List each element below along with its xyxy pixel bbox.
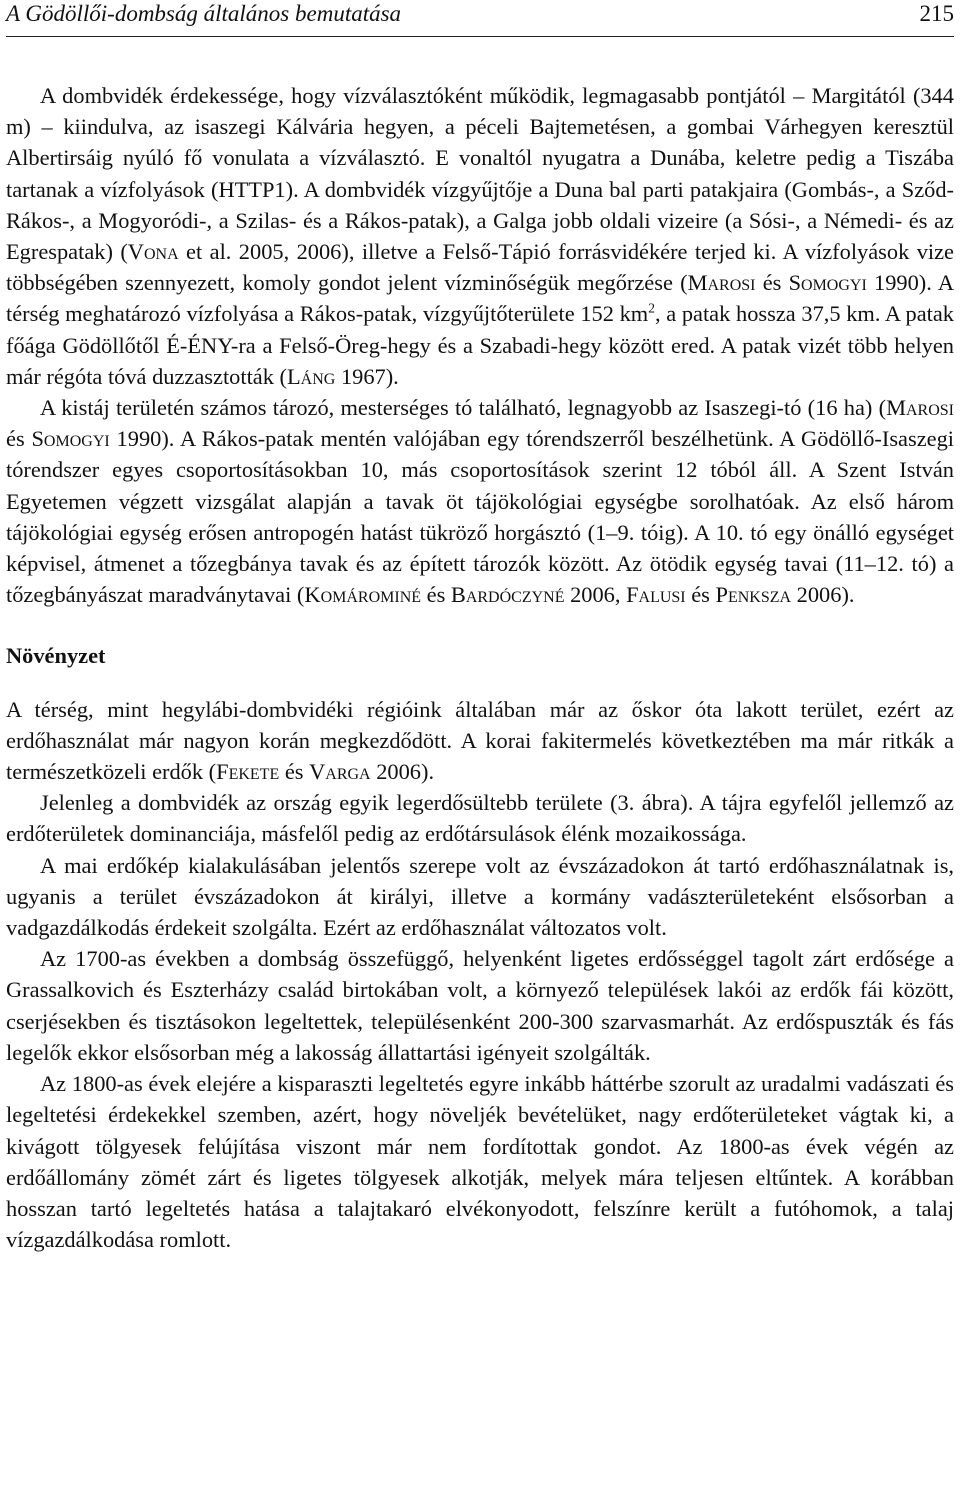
paragraph-forest-cover: Jelenleg a dombvidék az ország egyik legerdősültebb területe (3. ábra). A tájra egyfelől jellemző az erdőterületek dominanciája, másfelől pedig az erdőtársulások élénk mozaikossága. [6,790,954,847]
citation-author: Bardóczyné [450,582,565,608]
citation-author: Marosi [886,395,954,421]
citation-author: HTTP1 [218,176,286,202]
paragraph-lakes: A kistáj területén számos tározó, mesterséges tó található, legnagyobb az Isaszegi-tó (16 ha) (Marosi és Somogyi 1990). A Rákos-patak mentén valójában egy tórendszerről beszélhetünk. A Gödöllő-Isaszegi tórendszer egyes csoportosításokban 10, más csoportosítások szerint 12 tóból áll. A Szent István Egyetemen végzett vizsgálat alapján a tavak öt tájökológiai egységbe sorolhatóak. Az első három tájökológiai egység erősen antropogén hatást tükröző horgásztó (1–9. tóig). A 10. tó egy önálló egységet képvisel, átmenet a tőzegbánya tavak és az épített tározók között. Az ötödik egység tavai (11–12. tó) a tőzegbányászat maradványtavai (Komárominé és Bardóczyné 2006, Falusi és Penksza 2006). [6,395,954,608]
page-body [6,80,954,1255]
citation-author: Vona [127,239,179,265]
paragraph-vegetation-intro: A térség, mint hegylábi-dombvidéki régióink általában már az őskor óta lakott terület, ezért az erdőhasználat már nagyon korán megkezdődött. A korai fakitermelés következtében ma már ritkák a természetközeli erdők (Fekete és Varga 2006). [6,696,954,785]
running-title: A Gödöllői-dombság általános bemutatása [6,1,402,26]
citation-author: Varga [309,759,371,785]
citation-author: Láng [287,363,336,389]
section-heading: Növényzet [6,643,106,669]
citation-author: Komárominé [304,582,422,608]
running-header [6,0,954,37]
citation-author: Penksza [715,582,792,608]
paragraph-forest-history: A mai erdőkép kialakulásában jelentős szerepe volt az évszázadokon át tartó erdőhasználatnak is, ugyanis a terület évszázadokon át királyi, illetve a kormány vadászterületeként elsősorban a vadgazdálkodás érdekeit szolgálta. Ezért az erdőhasználat változatos volt. [6,852,954,941]
citation-author: Falusi [626,582,686,608]
citation-author: Somogyi [31,426,110,452]
citation-author: Fekete [216,759,280,785]
citation-author: Marosi [687,270,756,296]
page-number: 215 [919,1,954,26]
paragraph-1700s: Az 1700-as években a dombság összefüggő, helyenként ligetes erdősséggel tagolt zárt erdősége a Grassalkovich és Eszterházy család birtokában volt, a környező települések lakói az erdők fái között, cserjésekben és tisztásokon legeltettek, településenként 200-300 szarvasmarhát. Az erdőspuszták és fás legelők ekkor elsősorban még a lakosság állattartási igényeit szolgálták. [6,946,954,1065]
paragraph-1800s: Az 1800-as évek elejére a kisparaszti legeltetés egyre inkább háttérbe szorult az uradalmi vadászati és legeltetési érdekekkel szemben, azért, hogy növeljék bevételüket, nagy erdőterületeket vágtak ki, a kivágott tölgyesek felújítása viszont már nem fordítottak gondot. Az 1800-as évek végén az erdőállomány zömét zárt és ligetes tölgyesek alkotják, melyek mára teljesen eltűntek. A korábban hosszan tartó legeltetés hatása a talajtakaró elvékonyodott, felszínre került a futóhomok, a talaj vízgazdálkodása romlott. [6,1071,954,1253]
paragraph-watershed: A dombvidék érdekessége, hogy vízválasztóként működik, legmagasabb pontjától – Margitától (344 m) – kiindulva, az isaszegi Kálvária hegyen, a péceli Bajtemetésen, a gombai Várhegyen keresztül Albertirsáig nyúló fő vonulata a vízválasztó. E vonaltól nyugatra a Dunába, keletre pedig a Tiszába tartanak a vízfolyások (HTTP1). A dombvidék vízgyűjtője a Duna bal parti patakjaira (Gombás-, a Sződ-Rákos-, a Mogyoródi-, a Szilas- és a Rákos-patak), a Galga jobb oldali vizeire (a Sósi-, a Némedi- és az Egrespatak) (Vona et al. 2005, 2006), illetve a Felső-Tápió forrásvidékére terjed ki. A vízfolyások vize többségében szennyezett, komoly gondot jelent vízminőségük megőrzése (Marosi és Somogyi 1990). A térség meghatározó vízfolyása a Rákos-patak, vízgyűjtőterülete 152 $km^2$, a patak hossza 37,5 km. A patak főága Gödöllőtől É-ÉNY-ra a Felső-Öreg-hegy és a Szabadi-hegy között ered. A patak vizét több helyen már régóta tóvá duzzasztották (Láng 1967). [6,83,954,389]
citation-author: Somogyi [788,270,867,296]
